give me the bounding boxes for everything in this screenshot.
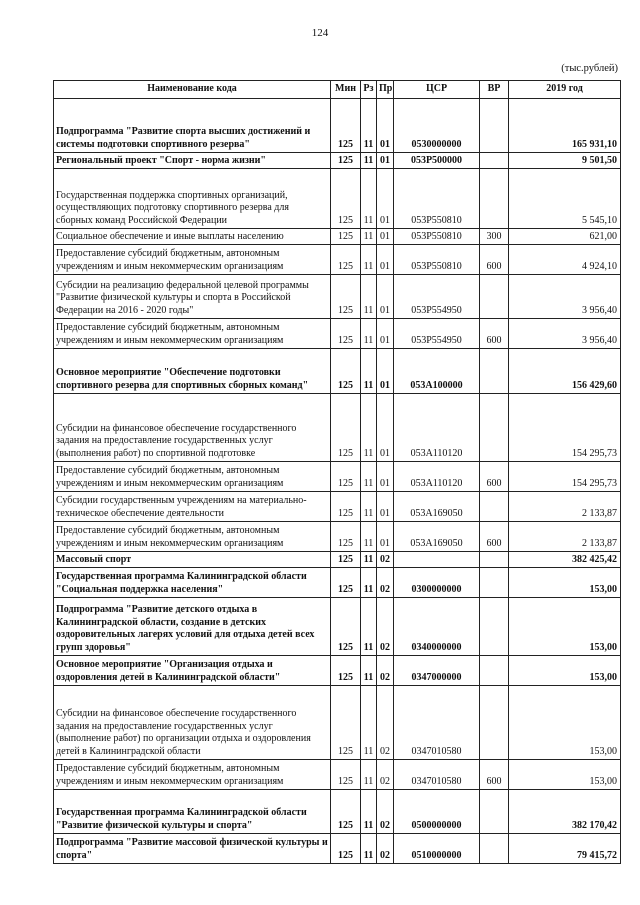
cell-rz: 11 xyxy=(361,790,377,834)
cell-name: Субсидии на финансовое обеспечение государственного задания на предоставление государственных услуг (выполнение работ) по организации отдыха и оздоровления детей в Калининградской области xyxy=(54,686,331,760)
cell-pr: 02 xyxy=(377,598,394,656)
cell-name: Субсидии на реализацию федеральной целевой программы "Развитие физической культуры и спорта в Российской Федерации на 2016 - 2020 годы" xyxy=(54,275,331,319)
cell-pr: 01 xyxy=(377,229,394,245)
cell-rz: 11 xyxy=(361,99,377,153)
cell-vr: 600 xyxy=(480,760,509,790)
table-row xyxy=(54,462,621,492)
cell-sum: 165 931,10 xyxy=(509,99,621,153)
cell-sum: 621,00 xyxy=(509,229,621,245)
cell-sum: 3 956,40 xyxy=(509,275,621,319)
cell-rz: 11 xyxy=(361,686,377,760)
table-header-row xyxy=(54,81,621,99)
table-row xyxy=(54,169,621,229)
cell-csr: 053A100000 xyxy=(394,349,480,394)
cell-sum: 153,00 xyxy=(509,656,621,686)
cell-vr: 600 xyxy=(480,245,509,275)
cell-csr: 053A169050 xyxy=(394,522,480,552)
cell-min: 125 xyxy=(331,229,361,245)
cell-min: 125 xyxy=(331,169,361,229)
cell-pr: 01 xyxy=(377,349,394,394)
cell-vr xyxy=(480,99,509,153)
cell-csr: 0340000000 xyxy=(394,598,480,656)
cell-name: Массовый спорт xyxy=(54,552,331,568)
cell-csr: 0510000000 xyxy=(394,834,480,864)
cell-pr: 01 xyxy=(377,394,394,462)
cell-min: 125 xyxy=(331,656,361,686)
cell-name: Государственная программа Калининградской области "Социальная поддержка населения" xyxy=(54,568,331,598)
cell-csr: 053P550810 xyxy=(394,245,480,275)
cell-sum: 382 170,42 xyxy=(509,790,621,834)
cell-csr: 053P500000 xyxy=(394,153,480,169)
cell-name: Предоставление субсидий бюджетным, автономным учреждениям и иным некоммерческим организациям xyxy=(54,245,331,275)
table-row xyxy=(54,349,621,394)
cell-min: 125 xyxy=(331,760,361,790)
cell-min: 125 xyxy=(331,275,361,319)
cell-csr xyxy=(394,552,480,568)
cell-name: Предоставление субсидий бюджетным, автономным учреждениям и иным некоммерческим организациям xyxy=(54,319,331,349)
cell-rz: 11 xyxy=(361,462,377,492)
header-pr: Пр xyxy=(377,81,394,99)
cell-csr: 053P550810 xyxy=(394,169,480,229)
cell-rz: 11 xyxy=(361,245,377,275)
cell-vr xyxy=(480,834,509,864)
table-row xyxy=(54,552,621,568)
table-row xyxy=(54,153,621,169)
cell-rz: 11 xyxy=(361,153,377,169)
cell-rz: 11 xyxy=(361,229,377,245)
table-row xyxy=(54,275,621,319)
cell-csr: 0500000000 xyxy=(394,790,480,834)
cell-min: 125 xyxy=(331,462,361,492)
budget-table xyxy=(53,80,621,864)
cell-min: 125 xyxy=(331,568,361,598)
table-row xyxy=(54,492,621,522)
cell-csr: 053A110120 xyxy=(394,394,480,462)
table-row xyxy=(54,229,621,245)
cell-sum: 382 425,42 xyxy=(509,552,621,568)
cell-name: Субсидии государственным учреждениям на материально-техническое обеспечение деятельности xyxy=(54,492,331,522)
cell-rz: 11 xyxy=(361,394,377,462)
cell-rz: 11 xyxy=(361,169,377,229)
cell-vr xyxy=(480,568,509,598)
table-row xyxy=(54,522,621,552)
cell-rz: 11 xyxy=(361,275,377,319)
cell-pr: 02 xyxy=(377,552,394,568)
header-vr: ВР xyxy=(480,81,509,99)
cell-csr: 0347010580 xyxy=(394,760,480,790)
header-min: Мин xyxy=(331,81,361,99)
cell-csr: 053P550810 xyxy=(394,229,480,245)
cell-vr xyxy=(480,394,509,462)
cell-csr: 053A110120 xyxy=(394,462,480,492)
cell-vr xyxy=(480,492,509,522)
table-row xyxy=(54,99,621,153)
cell-vr xyxy=(480,349,509,394)
header-name: Наименование кода xyxy=(54,81,331,99)
cell-rz: 11 xyxy=(361,349,377,394)
cell-name: Предоставление субсидий бюджетным, автономным учреждениям и иным некоммерческим организациям xyxy=(54,760,331,790)
cell-min: 125 xyxy=(331,245,361,275)
cell-min: 125 xyxy=(331,522,361,552)
cell-name: Основное мероприятие "Обеспечение подготовки спортивного резерва для спортивных сборных команд" xyxy=(54,349,331,394)
cell-sum: 156 429,60 xyxy=(509,349,621,394)
cell-name: Региональный проект "Спорт - норма жизни" xyxy=(54,153,331,169)
cell-vr xyxy=(480,686,509,760)
table-row xyxy=(54,394,621,462)
cell-name: Основное мероприятие "Организация отдыха и оздоровления детей в Калининградской области" xyxy=(54,656,331,686)
cell-rz: 11 xyxy=(361,492,377,522)
cell-sum: 153,00 xyxy=(509,760,621,790)
cell-min: 125 xyxy=(331,153,361,169)
table-row xyxy=(54,686,621,760)
cell-name: Субсидии на финансовое обеспечение государственного задания на предоставление государственных услуг (выполнения работ) по спортивной подготовке xyxy=(54,394,331,462)
table-row xyxy=(54,790,621,834)
cell-min: 125 xyxy=(331,492,361,522)
cell-vr xyxy=(480,169,509,229)
cell-pr: 02 xyxy=(377,686,394,760)
cell-vr xyxy=(480,656,509,686)
cell-sum: 153,00 xyxy=(509,598,621,656)
cell-sum: 2 133,87 xyxy=(509,492,621,522)
cell-rz: 11 xyxy=(361,319,377,349)
cell-min: 125 xyxy=(331,394,361,462)
cell-pr: 02 xyxy=(377,656,394,686)
cell-pr: 01 xyxy=(377,153,394,169)
cell-pr: 02 xyxy=(377,790,394,834)
cell-name: Предоставление субсидий бюджетным, автономным учреждениям и иным некоммерческим организациям xyxy=(54,462,331,492)
cell-vr: 600 xyxy=(480,319,509,349)
cell-sum: 9 501,50 xyxy=(509,153,621,169)
cell-rz: 11 xyxy=(361,760,377,790)
cell-sum: 153,00 xyxy=(509,568,621,598)
cell-min: 125 xyxy=(331,790,361,834)
cell-vr xyxy=(480,598,509,656)
cell-rz: 11 xyxy=(361,598,377,656)
cell-min: 125 xyxy=(331,686,361,760)
cell-min: 125 xyxy=(331,319,361,349)
cell-vr xyxy=(480,552,509,568)
cell-vr xyxy=(480,275,509,319)
cell-csr: 0300000000 xyxy=(394,568,480,598)
cell-rz: 11 xyxy=(361,568,377,598)
cell-vr xyxy=(480,790,509,834)
cell-pr: 01 xyxy=(377,169,394,229)
cell-vr xyxy=(480,153,509,169)
table-row xyxy=(54,760,621,790)
cell-sum: 2 133,87 xyxy=(509,522,621,552)
cell-pr: 01 xyxy=(377,319,394,349)
table-row xyxy=(54,319,621,349)
cell-name: Государственная поддержка спортивных организаций, осуществляющих подготовку спортивного резерва для сборных команд Российской Федерации xyxy=(54,169,331,229)
cell-csr: 0347010580 xyxy=(394,686,480,760)
cell-min: 125 xyxy=(331,834,361,864)
cell-pr: 02 xyxy=(377,568,394,598)
table-row xyxy=(54,656,621,686)
cell-vr: 300 xyxy=(480,229,509,245)
cell-csr: 053P554950 xyxy=(394,275,480,319)
page-number: 124 xyxy=(311,27,329,39)
cell-pr: 01 xyxy=(377,99,394,153)
cell-rz: 11 xyxy=(361,834,377,864)
cell-csr: 0530000000 xyxy=(394,99,480,153)
cell-sum: 154 295,73 xyxy=(509,462,621,492)
cell-pr: 01 xyxy=(377,522,394,552)
cell-csr: 053P554950 xyxy=(394,319,480,349)
cell-csr: 0347000000 xyxy=(394,656,480,686)
cell-min: 125 xyxy=(331,552,361,568)
header-sum: 2019 год xyxy=(509,81,621,99)
cell-pr: 01 xyxy=(377,245,394,275)
cell-sum: 79 415,72 xyxy=(509,834,621,864)
cell-pr: 02 xyxy=(377,834,394,864)
cell-min: 125 xyxy=(331,349,361,394)
table-row xyxy=(54,568,621,598)
units-label: (тыс.рублей) xyxy=(561,63,618,74)
cell-rz: 11 xyxy=(361,522,377,552)
cell-sum: 4 924,10 xyxy=(509,245,621,275)
cell-rz: 11 xyxy=(361,552,377,568)
cell-pr: 01 xyxy=(377,492,394,522)
cell-rz: 11 xyxy=(361,656,377,686)
cell-csr: 053A169050 xyxy=(394,492,480,522)
table-row xyxy=(54,834,621,864)
cell-sum: 153,00 xyxy=(509,686,621,760)
cell-name: Государственная программа Калининградской области "Развитие физической культуры и спорта" xyxy=(54,790,331,834)
cell-name: Подпрограмма "Развитие детского отдыха в Калининградской области, создание в детских оздоровительных лагерях условий для отдыха детей всех групп здоровья" xyxy=(54,598,331,656)
cell-pr: 01 xyxy=(377,275,394,319)
cell-min: 125 xyxy=(331,99,361,153)
cell-sum: 3 956,40 xyxy=(509,319,621,349)
cell-sum: 5 545,10 xyxy=(509,169,621,229)
header-rz: Рз xyxy=(361,81,377,99)
table-row xyxy=(54,245,621,275)
cell-name: Социальное обеспечение и иные выплаты населению xyxy=(54,229,331,245)
cell-sum: 154 295,73 xyxy=(509,394,621,462)
table-row xyxy=(54,598,621,656)
cell-pr: 02 xyxy=(377,760,394,790)
cell-name: Подпрограмма "Развитие спорта высших достижений и системы подготовки спортивного резерва" xyxy=(54,99,331,153)
cell-vr: 600 xyxy=(480,522,509,552)
cell-vr: 600 xyxy=(480,462,509,492)
cell-min: 125 xyxy=(331,598,361,656)
cell-name: Подпрограмма "Развитие массовой физической культуры и спорта" xyxy=(54,834,331,864)
header-csr: ЦСР xyxy=(394,81,480,99)
cell-name: Предоставление субсидий бюджетным, автономным учреждениям и иным некоммерческим организациям xyxy=(54,522,331,552)
cell-pr: 01 xyxy=(377,462,394,492)
